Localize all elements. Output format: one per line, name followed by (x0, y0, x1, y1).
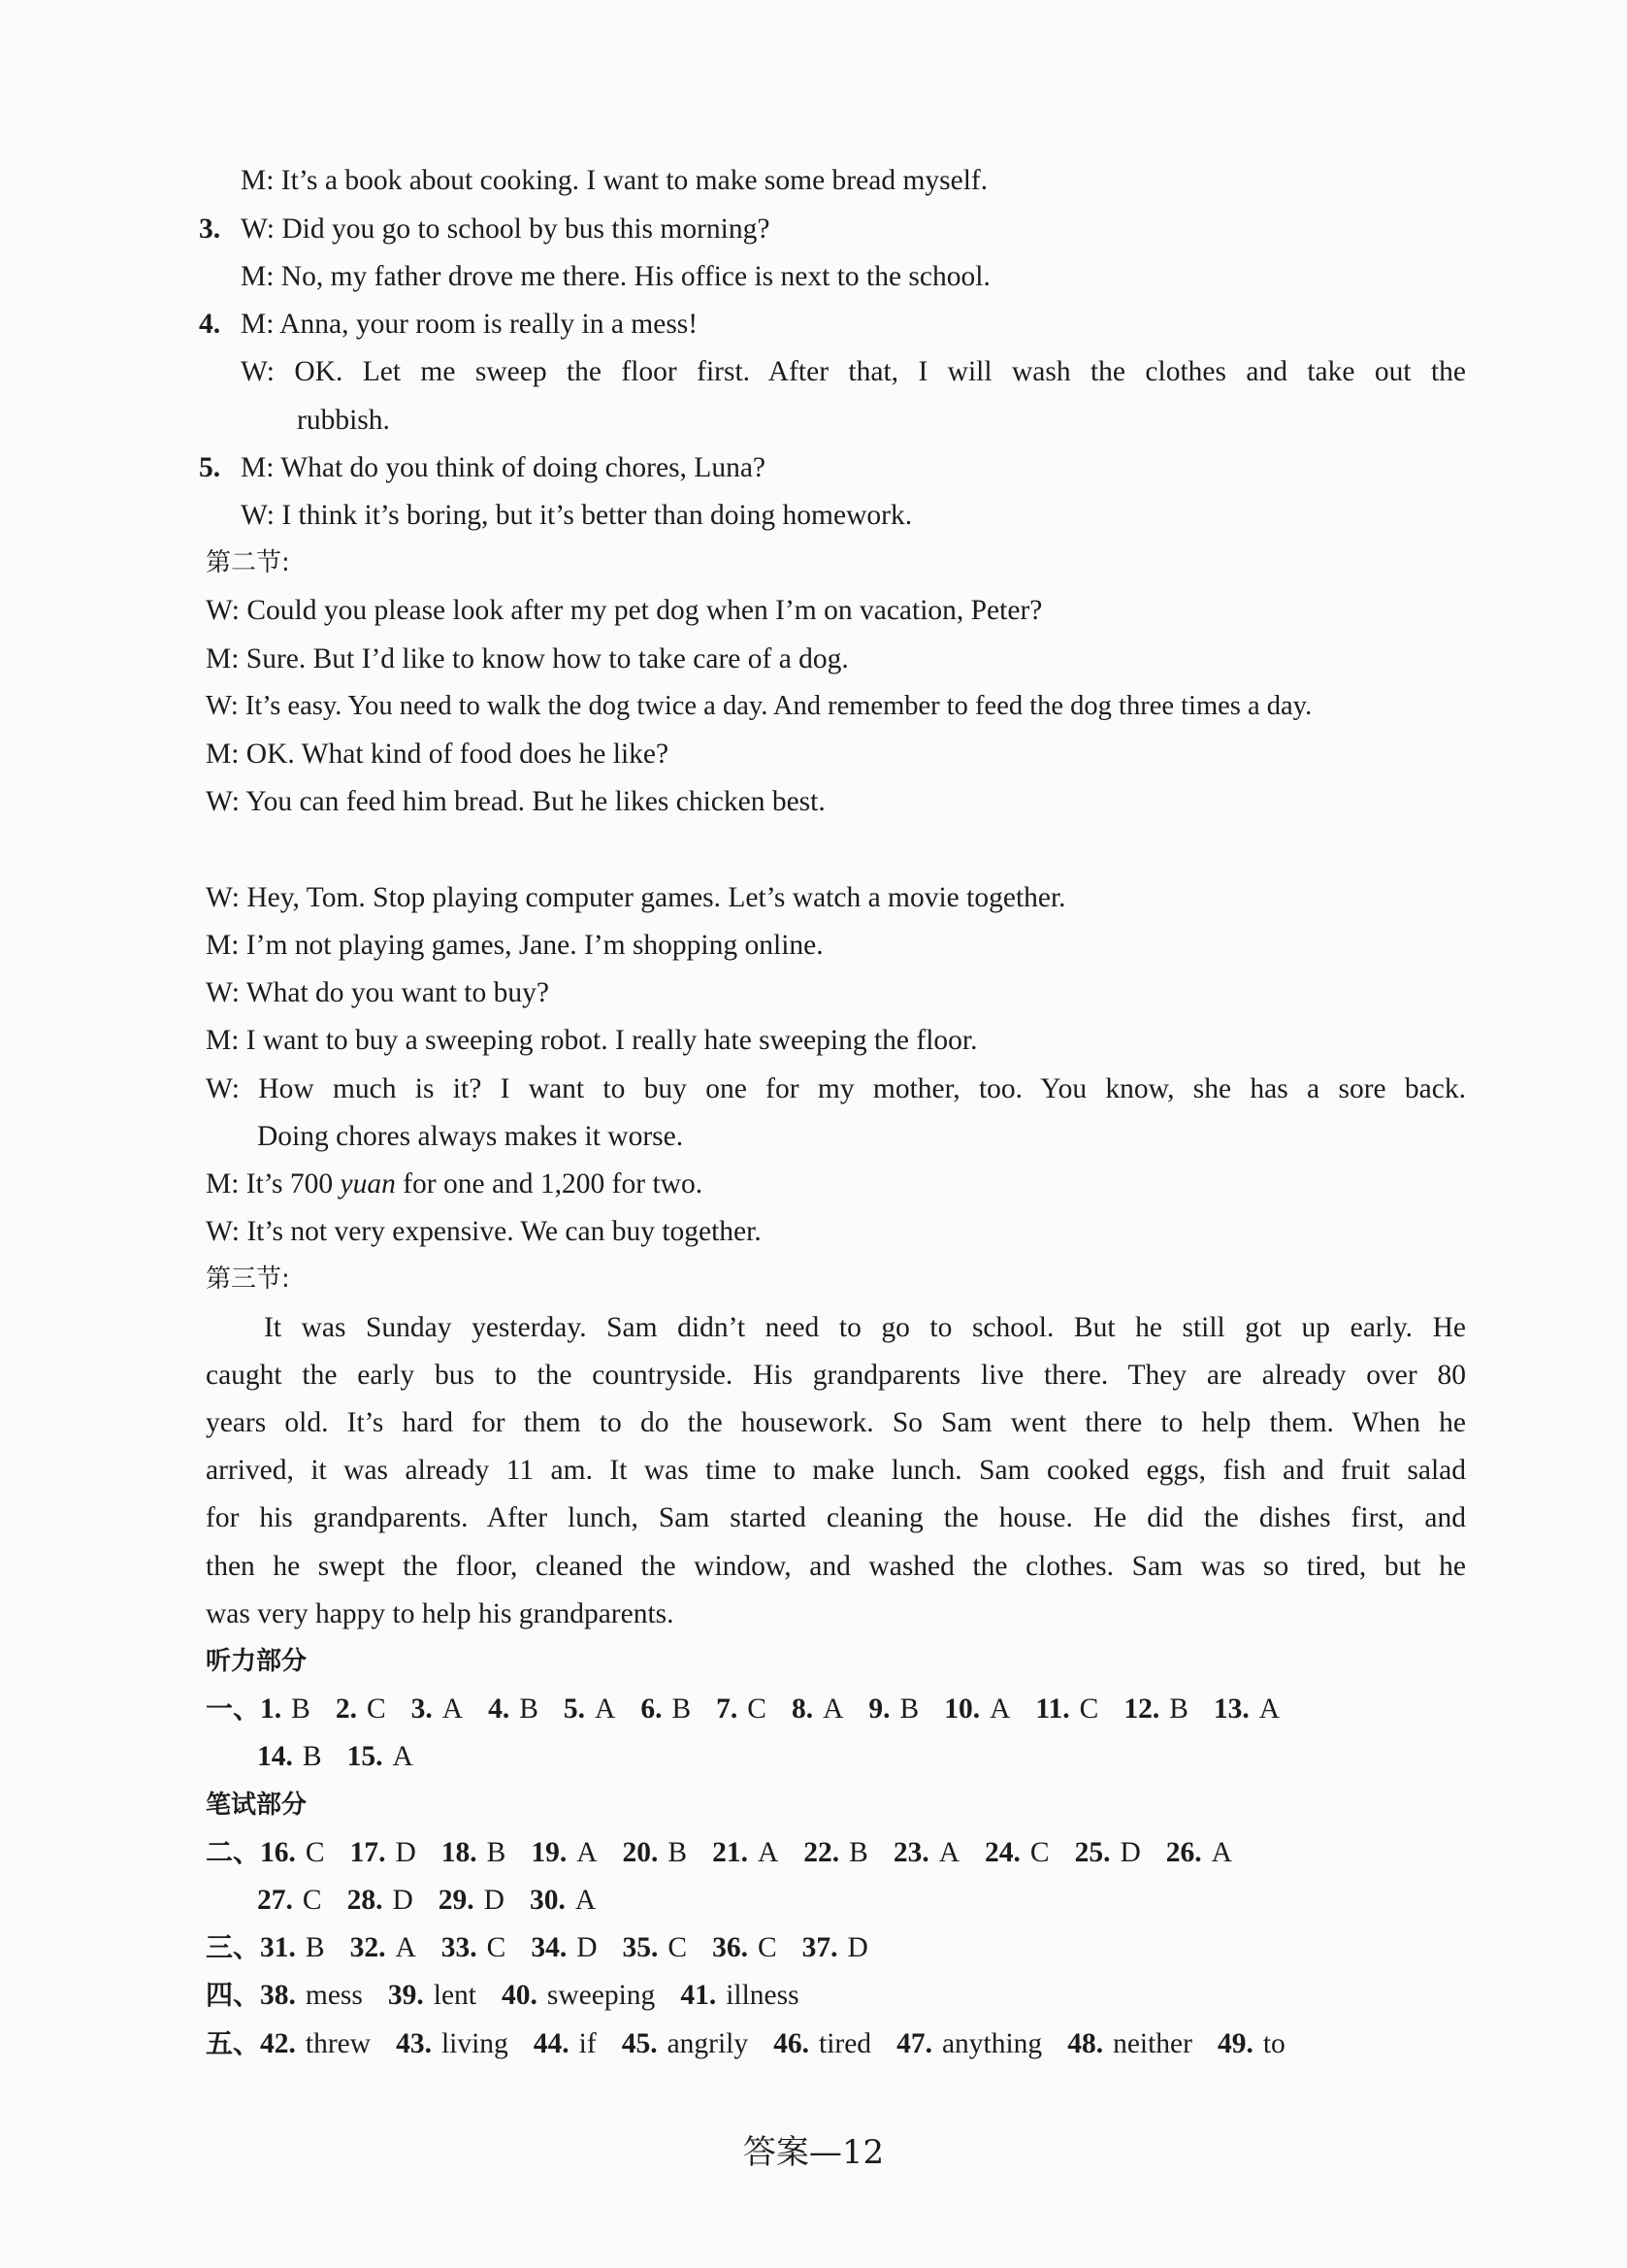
answer-item (257, 1737, 322, 1776)
question-number: 39. (387, 1980, 424, 2011)
question-number: 25. (1074, 1837, 1111, 1868)
answer-value: A (576, 1837, 598, 1868)
answer-value: tired (819, 2028, 872, 2059)
answer-value: D (1120, 1837, 1141, 1868)
page-number: 答案—12 (742, 2133, 885, 2172)
answer-item (260, 1928, 325, 1967)
question-number: 26. (1165, 1837, 1202, 1868)
answer-value: B (519, 1693, 538, 1725)
answer-item (336, 1690, 386, 1728)
answer-value: B (1169, 1693, 1188, 1725)
transcript-line: W: It’s easy. You need to walk the dog twice a day. And remember to feed the dog three times a day. (206, 691, 1313, 721)
answer-item (396, 2024, 508, 2063)
transcript-line: M: I want to buy a sweeping robot. I really hate sweeping the floor. (206, 1025, 978, 1056)
transcript-line: 4. M: Anna, your room is really in a mess! (199, 305, 698, 344)
transcript-line: W: Hey, Tom. Stop playing computer games. Let’s watch a movie together. (206, 882, 1066, 913)
passage-line: arrived, it was already 11 am. It was time to make lunch. Sam cooked eggs, fish and fruit salad (206, 1455, 1466, 1486)
answer-row (206, 1976, 825, 2015)
answer-value: C (747, 1693, 766, 1725)
answer-value: C (366, 1693, 386, 1725)
answer-item (502, 1976, 655, 2015)
listening-section-title: 听力部分 (206, 1647, 308, 1676)
answer-item (260, 1976, 363, 2015)
answer-value: A (1258, 1693, 1281, 1725)
answer-item (985, 1833, 1050, 1872)
question-number: 46. (773, 2028, 809, 2059)
answer-item (623, 1928, 688, 1967)
answer-item (441, 1928, 506, 1967)
answer-item (1218, 2024, 1285, 2063)
question-number: 11. (1035, 1693, 1070, 1725)
transcript-line: W: How much is it? I want to buy one for my mother, too. You know, she has a sore back. (206, 1073, 1466, 1104)
question-number: 41. (680, 1980, 717, 2011)
writing-section-title: 笔试部分 (206, 1791, 308, 1820)
answer-value: illness (726, 1980, 799, 2011)
answer-item (802, 1928, 868, 1967)
question-number: 12. (1123, 1693, 1160, 1725)
answer-item (896, 2024, 1042, 2063)
question-number: 6. (640, 1693, 663, 1725)
answer-value: anything (941, 2028, 1043, 2059)
transcript-line: M: I’m not playing games, Jane. I’m shopping online. (206, 930, 824, 961)
passage-line: caught the early bus to the countryside. His grandparents live there. They are already over 80 (206, 1360, 1466, 1391)
transcript-line: 3. W: Did you go to school by bus this morning? (199, 210, 769, 248)
answer-row (206, 2024, 1311, 2063)
answer-item (388, 1976, 476, 2015)
answer-value: D (395, 1837, 416, 1868)
answer-value: C (1079, 1693, 1099, 1725)
question-number: 38. (260, 1980, 296, 2011)
answer-value: A (595, 1693, 616, 1725)
answer-value: C (305, 1837, 325, 1868)
answer-item (640, 1690, 691, 1728)
answer-item (680, 1976, 798, 2015)
transcript-line: Doing chores always makes it worse. (257, 1121, 684, 1152)
question-number: 20. (622, 1837, 659, 1868)
transcript-line: 5. M: What do you think of doing chores, Luna? (199, 448, 765, 487)
answer-value: living (440, 2028, 508, 2059)
answer-value: B (302, 1741, 322, 1772)
transcript-line: M: Sure. But I’d like to know how to take care of a dog. (206, 643, 849, 674)
answer-item (1035, 1690, 1098, 1728)
question-number: 22. (803, 1837, 840, 1868)
answer-value: A (392, 1741, 413, 1772)
question-number: 31. (260, 1932, 296, 1963)
answer-value: to (1262, 2028, 1285, 2059)
answer-item (716, 1690, 766, 1728)
answer-item (712, 1928, 777, 1967)
answer-item (773, 2024, 871, 2063)
answer-value: A (823, 1693, 844, 1725)
answer-item (260, 1833, 325, 1872)
passage-line: then he swept the floor, cleaned the window, and washed the clothes. Sam was so tired, but he (206, 1551, 1466, 1582)
question-number: 16. (260, 1837, 296, 1868)
section-heading: 第三节: (206, 1265, 290, 1294)
answer-item (868, 1690, 919, 1728)
question-number: 45. (621, 2028, 658, 2059)
question-number: 5. (563, 1693, 586, 1725)
transcript-line: M: It’s a book about cooking. I want to make some bread myself. (241, 165, 989, 196)
answer-item (1214, 1690, 1280, 1728)
answer-value: A (395, 1932, 416, 1963)
answer-part-label: 一、 (206, 1693, 261, 1725)
question-number: 24. (985, 1837, 1021, 1868)
answer-value: B (899, 1693, 920, 1725)
question-number: 4. (488, 1693, 510, 1725)
transcript-line: W: What do you want to buy? (206, 977, 549, 1008)
answer-item (260, 1690, 310, 1728)
question-number: 15. (346, 1741, 383, 1772)
answer-value: mess (305, 1980, 363, 2011)
answer-item (439, 1881, 504, 1920)
answer-item (564, 1690, 615, 1728)
transcript-line: W: I think it’s boring, but it’s better than doing homework. (241, 500, 913, 531)
answer-part-label: 四、 (206, 1979, 261, 2011)
answer-value: B (486, 1837, 506, 1868)
answer-value: B (667, 1837, 688, 1868)
answer-value: C (667, 1932, 688, 1963)
answer-value: neither (1113, 2028, 1192, 2059)
answer-item (712, 1833, 778, 1872)
question-number: 8. (791, 1693, 814, 1725)
question-number: 29. (438, 1885, 474, 1916)
question-number: 1. (260, 1693, 282, 1725)
question-number: 27. (257, 1885, 293, 1916)
question-number: 42. (260, 2028, 296, 2059)
answer-item (350, 1928, 416, 1967)
answer-item (347, 1737, 413, 1776)
answer-row (206, 1690, 1305, 1728)
passage-line: was very happy to help his grandparents. (206, 1598, 674, 1629)
question-number: 7. (716, 1693, 738, 1725)
answer-value: C (486, 1932, 506, 1963)
question-number: 34. (531, 1932, 568, 1963)
question-number: 33. (440, 1932, 477, 1963)
answer-item (1123, 1690, 1188, 1728)
answer-item (347, 1881, 413, 1920)
answer-value: D (483, 1885, 504, 1916)
answer-item (622, 2024, 748, 2063)
answer-item (1075, 1833, 1141, 1872)
question-number: 9. (868, 1693, 891, 1725)
answer-part-label: 五、 (206, 2027, 261, 2059)
transcript-line: W: It’s not very expensive. We can buy together. (206, 1216, 762, 1247)
answer-item (944, 1690, 1010, 1728)
answer-value: B (849, 1837, 868, 1868)
answer-row (257, 1737, 439, 1776)
section-heading: 第二节: (206, 548, 290, 577)
answer-item (257, 1881, 322, 1920)
question-number: 2. (335, 1693, 357, 1725)
answer-value: B (305, 1932, 325, 1963)
answer-item (350, 1833, 416, 1872)
question-number: 30. (529, 1885, 566, 1916)
question-number: 10. (944, 1693, 981, 1725)
question-number: 14. (257, 1741, 293, 1772)
answer-value: B (291, 1693, 310, 1725)
answer-value: B (671, 1693, 692, 1725)
answer-value: C (302, 1885, 322, 1916)
question-number: 36. (712, 1932, 748, 1963)
answer-row (206, 1928, 894, 1967)
answer-item (260, 2024, 371, 2063)
answer-item (534, 2024, 597, 2063)
answer-value: threw (305, 2028, 372, 2059)
answer-item (1166, 1833, 1232, 1872)
question-number: 28. (346, 1885, 383, 1916)
transcript-line: M: No, my father drove me there. His office is next to the school. (241, 261, 991, 292)
answer-item (441, 1833, 506, 1872)
answer-item (411, 1690, 463, 1728)
answer-value: D (847, 1932, 868, 1963)
answer-part-label: 二、 (206, 1836, 261, 1868)
passage-line: It was Sunday yesterday. Sam didn’t need to go to school. But he still got up early. He (264, 1312, 1466, 1343)
answer-item (792, 1690, 843, 1728)
question-number: 37. (801, 1932, 838, 1963)
answer-value: angrily (667, 2028, 749, 2059)
answer-item (531, 1833, 597, 1872)
answer-value: C (1029, 1837, 1050, 1868)
question-number: 40. (502, 1980, 537, 2011)
answer-item (531, 1928, 597, 1967)
answer-item (1067, 2024, 1192, 2063)
answer-value: sweeping (546, 1980, 656, 2011)
answer-value: A (1211, 1837, 1232, 1868)
question-number: 18. (440, 1837, 477, 1868)
passage-line: years old. It’s hard for them to do the housework. So Sam went there to help them. When he (206, 1407, 1466, 1438)
answer-value: if (578, 2028, 597, 2059)
answer-value: A (757, 1837, 779, 1868)
answer-part-label: 三、 (206, 1931, 261, 1963)
answer-row (206, 1833, 1257, 1872)
question-number: 48. (1067, 2028, 1104, 2059)
question-number: 43. (396, 2028, 432, 2059)
transcript-line: rubbish. (297, 405, 390, 436)
transcript-line: W: You can feed him bread. But he likes chicken best. (206, 786, 826, 817)
question-number: 4. (199, 309, 221, 340)
question-number: 17. (349, 1837, 386, 1868)
question-number: 23. (893, 1837, 929, 1868)
question-number: 32. (349, 1932, 386, 1963)
answer-item (894, 1833, 960, 1872)
question-number: 35. (622, 1932, 659, 1963)
answer-item (623, 1833, 688, 1872)
answer-value: D (576, 1932, 598, 1963)
answer-value: A (441, 1693, 464, 1725)
answer-value: A (574, 1885, 597, 1916)
question-number: 47. (896, 2028, 932, 2059)
answer-item (530, 1881, 596, 1920)
question-number: 5. (199, 452, 221, 483)
question-number: 49. (1217, 2028, 1253, 2059)
transcript-line: M: OK. What kind of food does he like? (206, 739, 669, 770)
question-number: 13. (1213, 1693, 1250, 1725)
answer-row (257, 1881, 621, 1920)
transcript-line: W: OK. Let me sweep the floor first. After that, I will wash the clothes and take out the (241, 356, 1466, 387)
answer-value: lent (433, 1980, 477, 2011)
question-number: 3. (410, 1693, 433, 1725)
answer-item (488, 1690, 538, 1728)
passage-line: for his grandparents. After lunch, Sam started cleaning the house. He did the dishes first, and (206, 1502, 1466, 1533)
transcript-line: M: It’s 700 yuan for one and 1,200 for two. (206, 1168, 703, 1200)
answer-value: D (392, 1885, 413, 1916)
question-number: 19. (531, 1837, 568, 1868)
answer-value: A (938, 1837, 960, 1868)
answer-value: C (757, 1932, 777, 1963)
question-number: 3. (199, 214, 221, 245)
answer-value: A (990, 1693, 1011, 1725)
transcript-line: W: Could you please look after my pet dog when I’m on vacation, Peter? (206, 595, 1043, 626)
question-number: 21. (712, 1837, 748, 1868)
question-number: 44. (533, 2028, 569, 2059)
answer-item (803, 1833, 868, 1872)
